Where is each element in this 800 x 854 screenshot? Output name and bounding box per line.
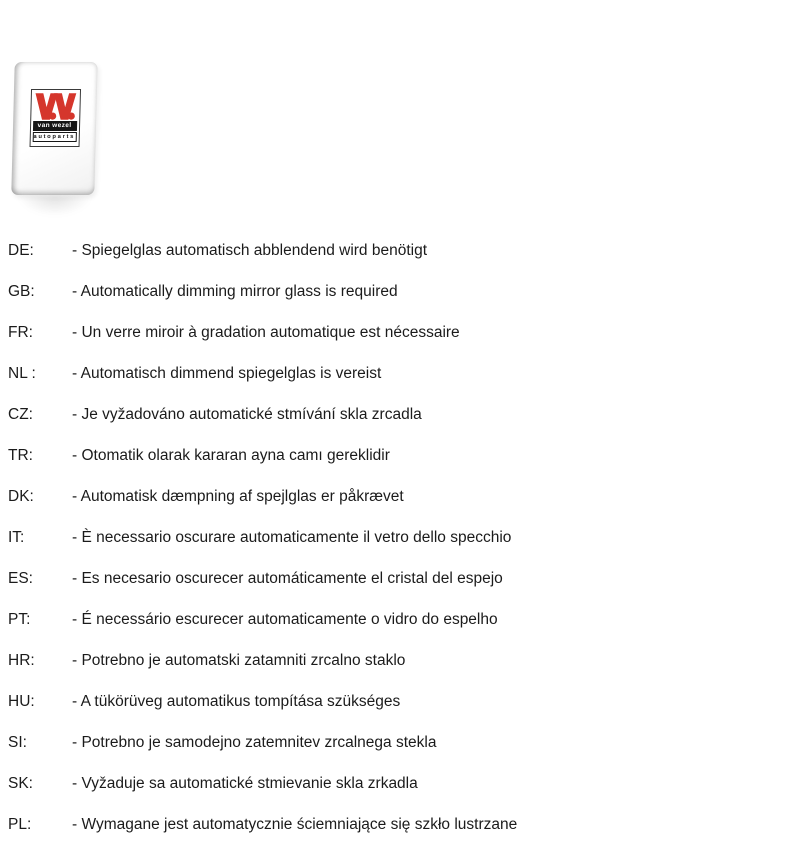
translation-row [8, 681, 792, 722]
translation-text: - Es necesario oscurecer automáticamente el cristal del espejo [72, 570, 503, 587]
language-code: IT: [8, 529, 25, 546]
translation-row [8, 722, 792, 763]
translation-row [8, 435, 792, 476]
translation-text: - Automatisk dæmpning af spejlglas er påkrævet [72, 488, 404, 505]
translation-text: - È necessario oscurare automaticamente il vetro dello specchio [72, 529, 512, 546]
language-code: FR: [8, 324, 33, 341]
translation-text: - É necessário escurecer automaticamente o vidro do espelho [72, 611, 498, 628]
language-code: DK: [8, 488, 34, 505]
language-code: SK: [8, 775, 33, 792]
brand-name: van wezel [32, 121, 76, 131]
translation-text: - Potrebno je automatski zatamniti zrcalno staklo [72, 652, 406, 669]
language-code: NL : [8, 365, 36, 382]
van-wezel-logo-card [11, 62, 97, 195]
language-code: PL: [8, 816, 32, 833]
language-code: PT: [8, 611, 31, 628]
translation-text: - Je vyžadováno automatické stmívání skla zrcadla [72, 406, 422, 423]
translation-text: - Otomatik olarak kararan ayna camı gereklidir [72, 447, 390, 464]
translation-text: - Wymagane jest automatycznie ściemniające się szkło lustrzane [72, 816, 518, 833]
translation-text: - Potrebno je samodejno zatemnitev zrcalnega stekla [72, 734, 437, 751]
translation-text: - A tükörüveg automatikus tompítása szükséges [72, 693, 401, 710]
language-code: GB: [8, 283, 35, 300]
translation-text: - Automatisch dimmend spiegelglas is vereist [72, 365, 382, 382]
translation-row [8, 271, 792, 312]
van-wezel-logo [29, 89, 81, 147]
logo-card-shadow [18, 196, 92, 216]
translation-row [8, 353, 792, 394]
language-code: HR: [8, 652, 35, 669]
translation-row [8, 312, 792, 353]
translation-row [8, 558, 792, 599]
translation-row [8, 640, 792, 681]
language-code: HU: [8, 693, 35, 710]
translations-list [8, 230, 792, 845]
language-code: DE: [8, 242, 34, 259]
language-code: SI: [8, 734, 27, 751]
translation-row [8, 394, 792, 435]
translation-text: - Automatically dimming mirror glass is required [72, 283, 398, 300]
translation-row [8, 763, 792, 804]
translation-row [8, 517, 792, 558]
translation-row [8, 804, 792, 845]
translation-text: - Spiegelglas automatisch abblendend wird benötigt [72, 242, 428, 259]
vw-monogram-icon [34, 92, 77, 121]
language-code: ES: [8, 570, 33, 587]
brand-tagline: autoparts [33, 134, 76, 140]
translation-row [8, 599, 792, 640]
translation-row [8, 476, 792, 517]
language-code: CZ: [8, 406, 33, 423]
translation-text: - Vyžaduje sa automatické stmievanie skla zrkadla [72, 775, 418, 792]
translation-row [8, 230, 792, 271]
language-code: TR: [8, 447, 33, 464]
translation-text: - Un verre miroir à gradation automatique est nécessaire [72, 324, 460, 341]
